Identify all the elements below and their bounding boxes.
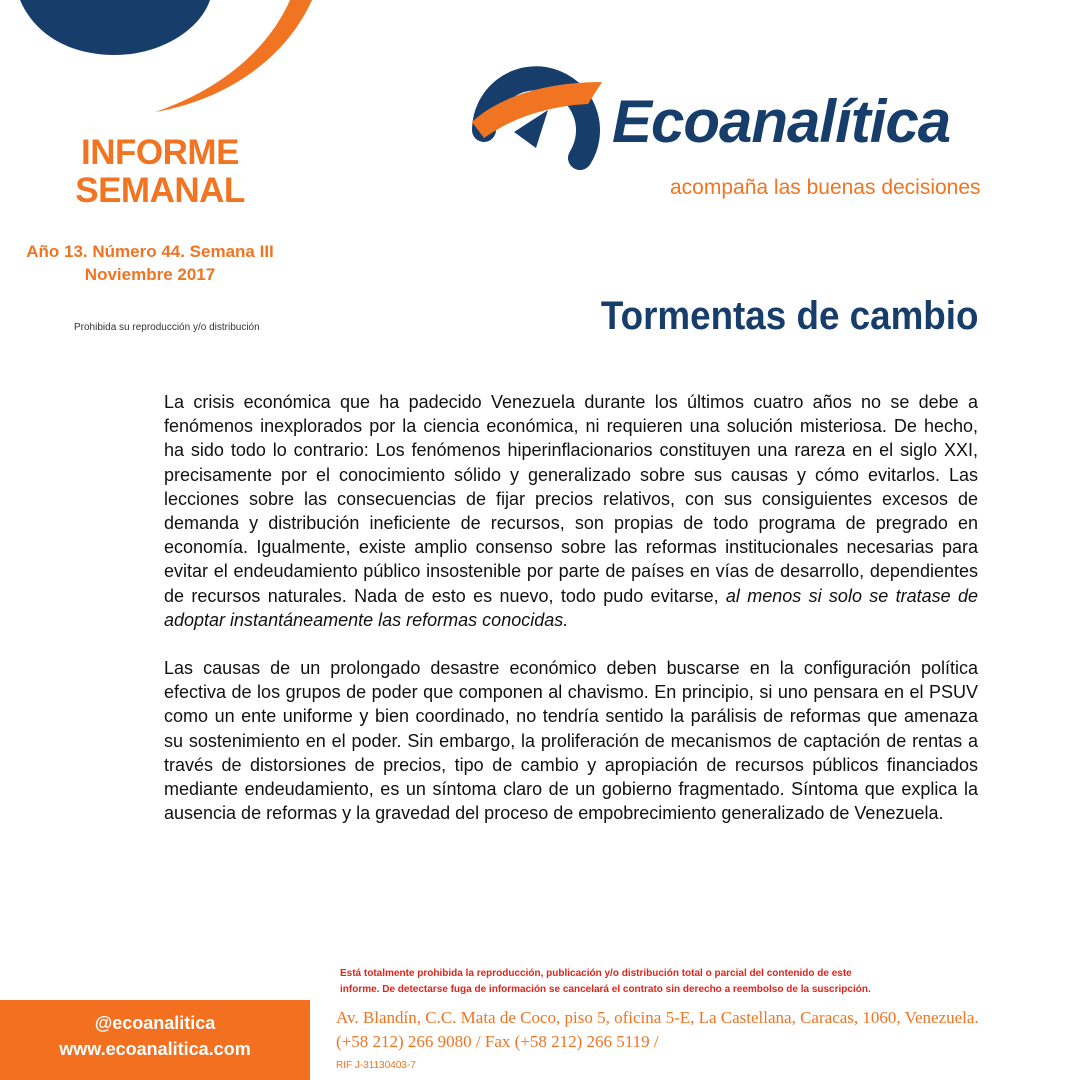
social-handle-link[interactable]: @ecoanalitica (94, 1013, 216, 1033)
footer-address (336, 1006, 979, 1078)
prohibition-notice: Prohibida su reproducción y/o distribución (74, 322, 260, 333)
ecoanalitica-logo-icon (462, 60, 612, 185)
phone-fax: (+58 212) 266 9080 / Fax (+58 212) 266 5119 / (336, 1032, 659, 1051)
report-title-line1: INFORME (81, 133, 239, 172)
article-paragraph-2: Las causas de un prolongado desastre económico deben buscarse en la configuración política efectiva de los grupos de poder que componen al chavismo. En principio, si uno pensara en el PSUV como un ente uniforme y bien coordinado, no tendría sentido la parálisis de reformas que amenaza su sostenimiento en el poder. Sin embargo, la proliferación de mecanismos de captación de rentas a través de distorsiones de precios, tipo de cambio y apropiación de recursos públicos financiados mediante endeudamiento, es un síntoma claro de un gobierno fragmentado. Síntoma que explica la ausencia de reformas y la gravedad del proceso de empobrecimiento generalizado de Venezuela. (164, 658, 978, 824)
brand-name: Ecoanalítica (612, 88, 951, 155)
brand-tagline: acompaña las buenas decisiones (670, 176, 981, 199)
issue-info (10, 240, 290, 286)
legal-line-2: informe. De detectarse fuga de información se cancelará el contrato sin derecho a reembolso de la suscripción. (340, 984, 871, 995)
website-link[interactable]: www.ecoanalitica.com (59, 1039, 251, 1059)
paragraph-1-italic: al menos si solo se tratase de adoptar instantáneamente las reformas conocidas. (164, 585, 978, 630)
issue-date: Noviembre 2017 (84, 265, 216, 284)
legal-notice (340, 966, 930, 998)
header-decoration (0, 0, 340, 120)
legal-line-1: Está totalmente prohibida la reproducción, publicación y/o distribución total o parcial del contenido de este (340, 968, 852, 979)
paragraph-1-text: La crisis económica que ha padecido Venezuela durante los últimos cuatro años no se debe a fenómenos inexplorados por la ciencia económica, ni requieren una solución misteriosa. De hecho, ha sido todo lo contrario: Los fenómenos hiperinflacionarios constituyen una rareza en el siglo XXI, precisamente por el conocimiento sólido y generalizado sobre sus causas y cómo evitarlos. Las lecciones sobre las consecuencias de fijar precios relativos, con sus consiguientes excesos de demanda y distribución ineficiente de recursos, son propias de todo programa de pregrado en economía. Igualmente, existe amplio consenso sobre las reformas institucionales necesarias para evitar el endeudamiento público insostenible por parte de países en vías de desarrollo, dependientes de recursos naturales. Nada de esto es nuevo, todo pudo evitarse, (164, 392, 978, 606)
navy-arc-shape (20, 0, 210, 55)
report-title (60, 134, 260, 210)
issue-number: Año 13. Número 44. Semana III (26, 242, 274, 261)
address-line-1: Av. Blandín, C.C. Mata de Coco, piso 5, oficina 5-E, La Castellana, Caracas, 1060, Venezuela. (336, 1008, 979, 1027)
article-body (164, 390, 978, 849)
footer-contacts (0, 1010, 310, 1062)
address-line-2 (336, 1030, 979, 1078)
article-title: Tormentas de cambio (600, 294, 978, 338)
article-paragraph-1 (164, 390, 978, 632)
rif-number: RIF J-31130403-7 (336, 1060, 416, 1071)
report-title-line2: SEMANAL (75, 171, 245, 210)
